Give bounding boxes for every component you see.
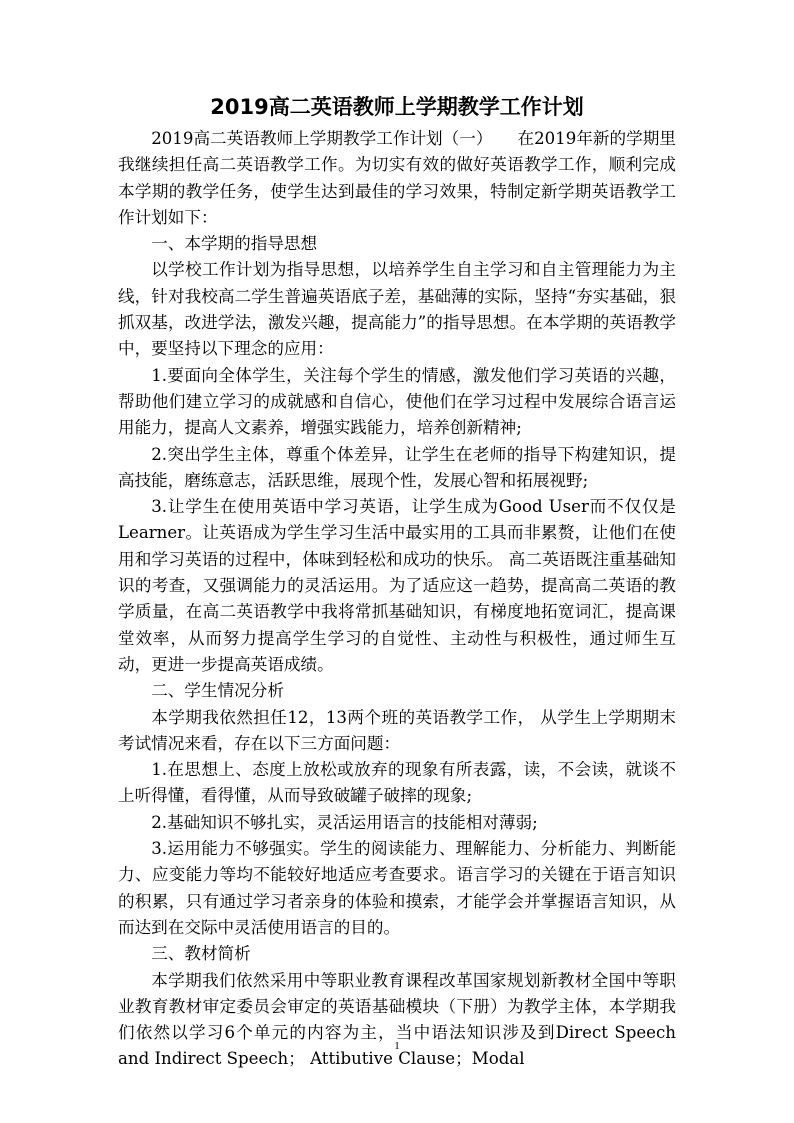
problem-item-3: 3.运用能力不够强实。学生的阅读能力、理解能力、分析能力、判断能力、应变能力等均不能较好地适应考查要求。语言学习的关键在于语言知识的积累，只有通过学习者亲身的体验和摸索，才能学会并掌握语言知识，从而达到在交际中灵活使用语言的目的。 [118,839,676,937]
section-heading-textbook-analysis: 三、教材简析 [151,944,251,964]
section-heading-guiding-ideology: 一、本学期的指导思想 [151,234,318,254]
list-item-1: 1.要面向全体学生，关注每个学生的情感，激发他们学习英语的兴趣，帮助他们建立学习的成就感和自信心，使他们在学习过程中发展综合语言运用能力，提高人文素养，增强实践能力，培养创新精神; [118,365,676,438]
list-item-3: 3.让学生在使用英语中学习英语，让学生成为Good User而不仅仅是Learner。让英语成为学生学习生活中最实用的工具而非累赘，让他们在使用和学习英语的过程中，体味到轻松和成功的快乐。 高二英语既注重基础知识的考查，又强调能力的灵活运用。为了适应这一趋势，提高高二英语的教学质量，在高二英语教学中我将常抓基础知识，有梯度地拓宽词汇，提高课堂效率，从而努力提高学生学习的自觉性、主动性与积极性，通过师生互动，更进一步提高英语成绩。 [118,497,676,674]
document-body [118,92,676,1073]
problem-item-2: 2.基础知识不够扎实，灵活运用语言的技能相对薄弱; [151,812,538,832]
paragraph-student-analysis: 本学期我依然担任12，13两个班的英语教学工作， 从学生上学期期末考试情况来看，存在以下三方面问题： [118,707,676,753]
list-item-2: 2.突出学生主体，尊重个体差异，让学生在老师的指导下构建知识，提高技能，磨练意志，活跃思维，展现个性，发展心智和拓展视野; [118,444,676,490]
page-number: 1 [394,1040,400,1052]
section-heading-student-analysis: 二、学生情况分析 [151,681,284,701]
problem-item-1: 1.在思想上、态度上放松或放弃的现象有所表露，读，不会读，就谈不上听得懂，看得懂，从而导致破罐子破摔的现象; [118,760,676,806]
document-title: 2019高二英语教师上学期教学工作计划 [210,95,584,119]
intro-paragraph: 2019高二英语教师上学期教学工作计划（一） 在2019年新的学期里我继续担任高二英语教学工作。为切实有效的做好英语教学工作，顺利完成本学期的教学任务，使学生达到最佳的学习效果，特制定新学期英语教学工作计划如下： [118,129,676,227]
paragraph-textbook-analysis: 本学期我们依然采用中等职业教育课程改革国家规划新教材全国中等职业教育教材审定委员会审定的英语基础模块（下册）为教学主体，本学期我们依然以学习6个单元的内容为主，当中语法知识涉及到Direct Speech and Indirect Speech； Attibutive Clause；Modal [118,970,676,1069]
paragraph-guiding-ideology: 以学校工作计划为指导思想，以培养学生自主学习和自主管理能力为主线，针对我校高二学生普遍英语底子差，基础薄的实际，坚持“夯实基础，狠抓双基，改进学法，激发兴趣，提高能力”的指导思想。在本学期的英语教学中，要坚持以下理念的应用： [118,260,676,359]
